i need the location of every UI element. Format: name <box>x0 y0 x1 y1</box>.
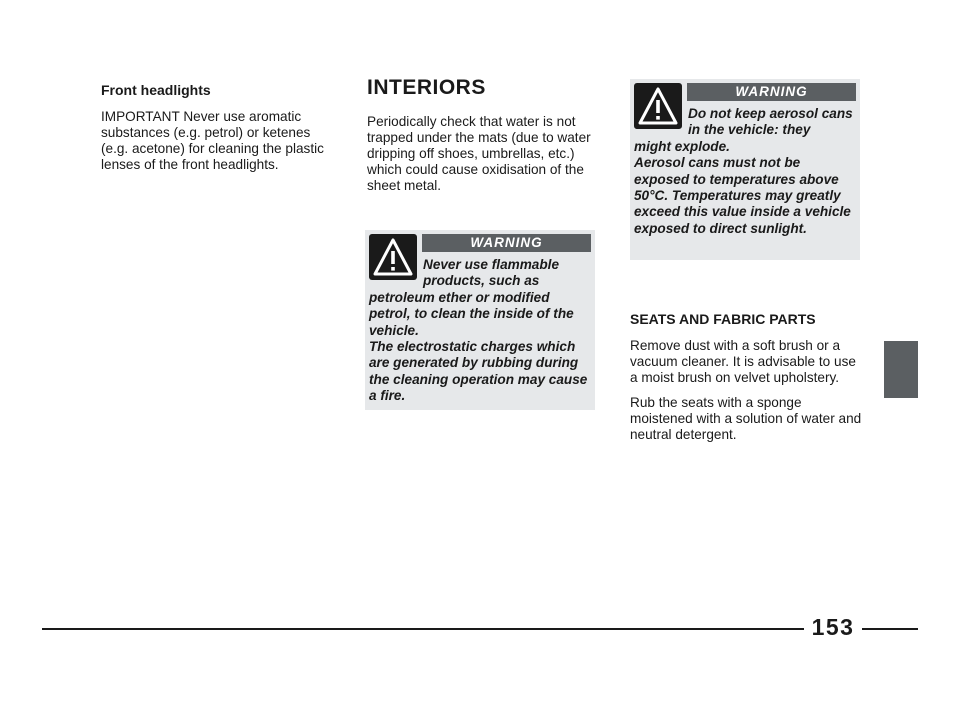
warning-text-flammable <box>369 257 593 405</box>
warning-body-2: Aerosol cans must not be exposed to temperatures above 50°C. Temperatures may greatly exceed this value inside a vehicle exposed to direct sunlight. <box>634 155 851 236</box>
seats-paragraph-1: Remove dust with a soft brush or a vacuum cleaner. It is advisable to use a moist brush on velvet upholstery. <box>630 338 856 385</box>
section-heading-front-headlights: Front headlights <box>101 82 211 98</box>
warning-box-flammable <box>365 230 595 410</box>
seats-paragraph-2: Rub the seats with a sponge moistened with a solution of water and neutral detergent. <box>630 395 862 442</box>
warning-box-aerosol <box>630 79 860 260</box>
warning-label: WARNING <box>687 83 856 101</box>
warning-label: WARNING <box>422 234 591 252</box>
footer-rule-left <box>42 628 804 630</box>
chapter-tab <box>884 341 918 398</box>
warning-body: might explode. <box>634 138 730 154</box>
middle-column <box>367 76 595 203</box>
warning-body: petroleum ether or modified petrol, to clean the inside of the vehicle. <box>369 289 574 338</box>
page-number: 153 <box>811 614 855 640</box>
interiors-paragraph: Periodically check that water is not trapped under the mats (due to water dripping off shoes, umbrellas, etc.) which could cause oxidisation of the sheet metal. <box>367 114 591 193</box>
section-heading-interiors: INTERIORS <box>367 76 486 99</box>
warning-lead: Do not keep aerosol cans in the vehicle: they <box>688 106 853 138</box>
right-column-text <box>630 311 862 452</box>
warning-body-2: The electrostatic charges which are generated by rubbing during the cleaning operation may cause a fire. <box>369 339 588 404</box>
footer-rule-right <box>862 628 918 630</box>
section-heading-seats: SEATS AND FABRIC PARTS <box>630 311 816 327</box>
front-headlights-paragraph: IMPORTANT Never use aromatic substances (e.g. petrol) or ketenes (e.g. acetone) for cleaning the plastic lenses of the front headlights. <box>101 109 324 172</box>
left-column <box>101 82 333 182</box>
warning-text-aerosol <box>634 106 858 237</box>
warning-lead: Never use flammable products, such as <box>423 257 560 289</box>
